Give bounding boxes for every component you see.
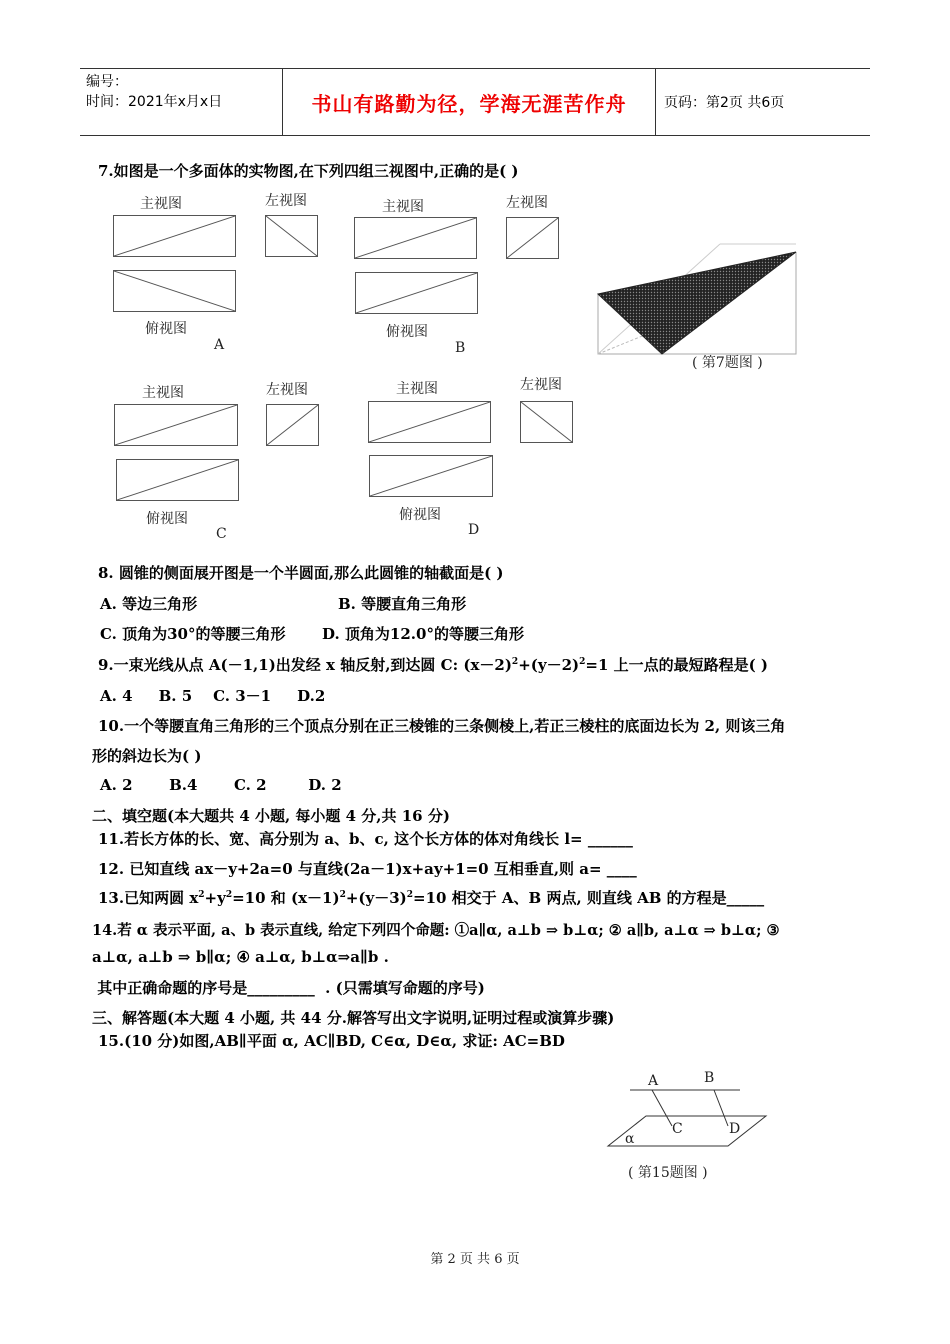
q7-option-d: D (468, 522, 480, 538)
q7-text: 7.如图是一个多面体的实物图,在下列四组三视图中,正确的是( ) (98, 162, 519, 180)
q7b-front-view (354, 217, 477, 259)
q10-line1: 10.一个等腰直角三角形的三个顶点分别在正三棱锥的三条侧棱上,若正三棱柱的底面边长为 2, 则该三角 (98, 717, 786, 735)
q12-text: 12. 已知直线 ax－y+2a=0 与直线(2a－1)x+ay+1=0 互相垂直,则 a= ____ (98, 860, 637, 878)
q15-label-a: A (648, 1073, 659, 1089)
section2-title: 二、填空题(本大题共 4 小题, 每小题 4 分,共 16 分) (92, 807, 450, 825)
q8-text: 8. 圆锥的侧面展开图是一个半圆面,那么此圆锥的轴截面是( ) (98, 564, 504, 582)
header-divider-1 (282, 68, 283, 136)
header-top-rule (80, 68, 870, 69)
q10-options: A. 2 B.4 C. 2 D. 2 (100, 776, 342, 794)
header-motto: 书山有路勤为径，学海无涯苦作舟 (311, 92, 627, 116)
serial-label: 编号： (86, 74, 128, 90)
header-page-info: 页码：第2页 共6页 (664, 95, 785, 111)
q7c-top-label: 俯视图 (146, 511, 188, 527)
q7a-left-view (265, 215, 318, 257)
q7-figure-caption: ( 第7题图 ) (692, 355, 763, 371)
q7a-top-view (113, 270, 236, 312)
header-bottom-rule (80, 135, 870, 136)
q7-solid-figure (590, 240, 805, 360)
q14-line1: 14.若 α 表示平面, a、b 表示直线, 给定下列四个命题: ①a∥α, a⊥b ⇒ b⊥α; ② a∥b, a⊥α ⇒ b⊥α; ③ (92, 922, 780, 939)
q15-text: 15.(10 分)如图,AB∥平面 α, AC∥BD, C∈α, D∈α, 求证: AC=BD (98, 1032, 565, 1050)
q11-text: 11.若长方体的长、宽、高分别为 a、b、c, 这个长方体的体对角线长 l= ______ (98, 830, 633, 848)
q7c-front-label: 主视图 (142, 385, 184, 401)
q15-label-c: C (672, 1121, 683, 1137)
q7d-front-label: 主视图 (396, 381, 438, 397)
q7a-front-view (113, 215, 236, 257)
time-label: 时间：2021年x月x日 (86, 94, 223, 110)
q15-label-alpha: α (625, 1131, 635, 1147)
q10-line2: 形的斜边长为( ) (92, 747, 202, 765)
section3-title: 三、解答题(本大题 4 小题, 共 44 分.解答写出文字说明,证明过程或演算步骤) (92, 1009, 615, 1027)
q9-options: A. 4 B. 5 C. 3－1 D.2 (100, 687, 326, 705)
q7b-top-view (355, 272, 478, 314)
q7-option-a: A (214, 337, 225, 353)
header-meta (86, 72, 222, 112)
q8-option-d: D. 顶角为12.0°的等腰三角形 (322, 625, 524, 643)
q7d-top-view (369, 455, 493, 497)
q15-label-d: D (729, 1121, 741, 1137)
q8-option-a: A. 等边三角形 (100, 595, 198, 613)
q7d-top-label: 俯视图 (399, 507, 441, 523)
q7b-top-label: 俯视图 (386, 324, 428, 340)
q7d-front-view (368, 401, 491, 443)
q7c-left-view (266, 404, 319, 446)
q14-line3: 其中正确命题的序号是_________ . (只需填写命题的序号) (92, 979, 485, 997)
q7c-front-view (114, 404, 238, 446)
q7-option-b: B (455, 340, 466, 356)
q7c-top-view (116, 459, 239, 501)
page-footer: 第 2 页 共 6 页 (430, 1252, 520, 1267)
q7b-left-label: 左视图 (506, 195, 548, 211)
q7c-left-label: 左视图 (266, 382, 308, 398)
q7a-top-label: 俯视图 (145, 321, 187, 337)
q7d-left-view (520, 401, 573, 443)
q15-figure-caption: ( 第15题图 ) (628, 1165, 708, 1181)
q7a-left-label: 左视图 (265, 193, 307, 209)
q7b-left-view (506, 217, 559, 259)
q7b-front-label: 主视图 (382, 199, 424, 215)
q7-option-c: C (216, 526, 227, 542)
header-divider-2 (655, 68, 656, 136)
q14-line2: a⊥α, a⊥b ⇒ b∥α; ④ a⊥α, b⊥α⇒a∥b . (92, 948, 389, 966)
q7d-left-label: 左视图 (520, 377, 562, 393)
q7a-front-label: 主视图 (140, 196, 182, 212)
q13-text: 13.已知两圆 $x^2+y^2=10$ 和 $(x-1)^2+(y-3)^2=10$ 相交于 A、B 两点, 则直线 AB 的方程是_____ (98, 889, 765, 907)
q15-label-b: B (704, 1070, 715, 1086)
q9-text: 9.一束光线从点 A(－1,1)出发经 x 轴反射,到达圆 C: $(x-2)^2+(y-2)^2=1$ 上一点的最短路程是( ) (98, 656, 769, 674)
q8-option-b: B. 等腰直角三角形 (338, 595, 467, 613)
q8-option-c: C. 顶角为30°的等腰三角形 (100, 625, 286, 643)
